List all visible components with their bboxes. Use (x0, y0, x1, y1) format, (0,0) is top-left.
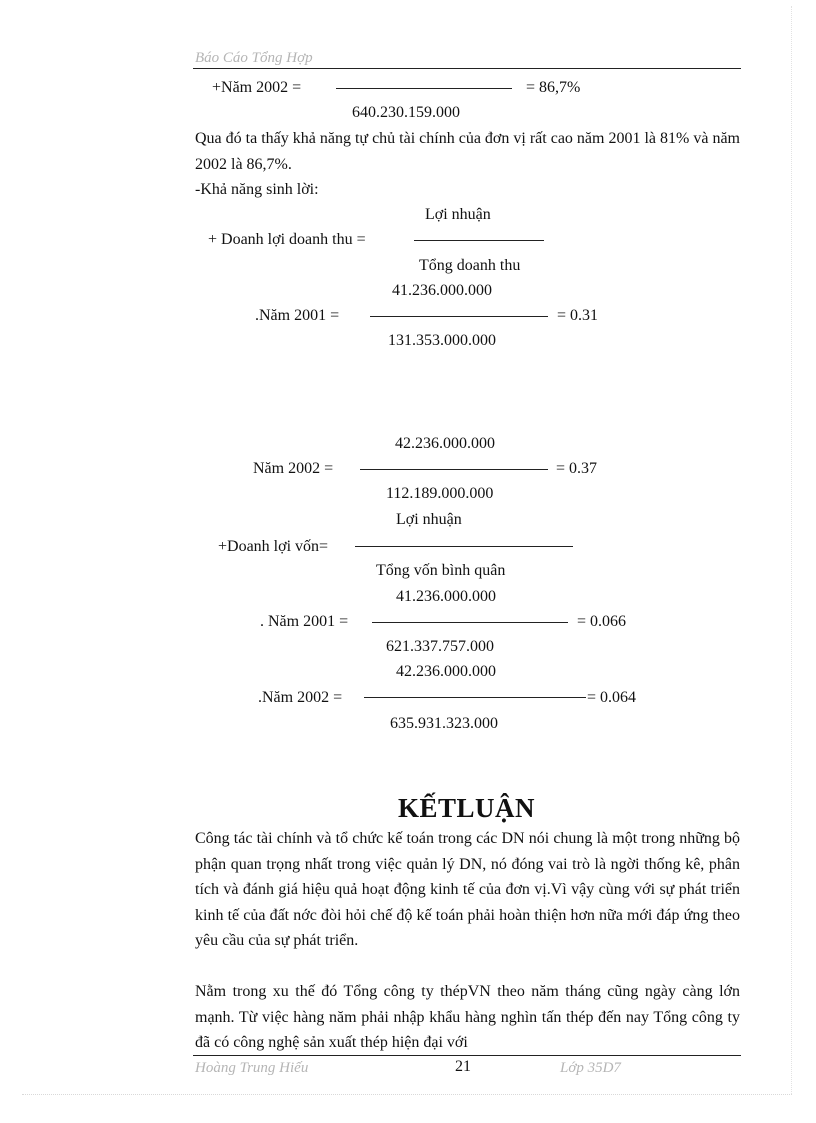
header-title: Báo Cáo Tổng Hợp (195, 50, 313, 66)
footer-author: Hoàng Trung Hiếu (195, 1060, 309, 1076)
ratio-2002-result: = 86,7% (526, 79, 581, 96)
revenue-2002-label: Năm 2002 = (253, 460, 334, 477)
capital-2002-denominator: 635.931.323.000 (390, 715, 498, 732)
fraction-line (336, 88, 512, 89)
capital-2001-label: . Năm 2001 = (260, 613, 349, 630)
footer-class: Lớp 35D7 (560, 1060, 621, 1076)
capital-2001-numerator: 41.236.000.000 (396, 588, 496, 605)
page-number: 21 (455, 1058, 471, 1075)
fraction-line (360, 469, 548, 470)
capital-2002-result: = 0.064 (587, 689, 637, 706)
fraction-line (372, 622, 568, 623)
fraction-line (355, 546, 573, 547)
capital-margin-label: +Doanh lợi vốn= (218, 538, 329, 555)
page-border-right (791, 6, 792, 1094)
revenue-margin-denominator: Tổng doanh thu (419, 257, 521, 274)
section-profitability: -Khả năng sinh lời: (195, 181, 319, 198)
revenue-2001-numerator: 41.236.000.000 (392, 282, 492, 299)
footer-rule (193, 1055, 741, 1056)
conclusion-paragraph-2: Nằm trong xu thế đó Tổng công ty thépVN theo năm tháng cũng ngày càng lớn mạnh. Từ việc hàng năm phải nhập khẩu hàng nghìn tấn thép đến nay Tổng công ty đã có công nghệ sản xuất thép hiện đại với (195, 983, 740, 1051)
fraction-line (414, 240, 544, 241)
header-rule (193, 68, 741, 69)
revenue-2001-denominator: 131.353.000.000 (388, 332, 496, 349)
fraction-line (370, 316, 548, 317)
ratio-2002-denominator: 640.230.159.000 (352, 104, 460, 121)
revenue-2001-label: .Năm 2001 = (255, 307, 340, 324)
ratio-2002-label: +Năm 2002 = (212, 79, 302, 96)
capital-margin-denominator: Tổng vốn bình quân (376, 562, 506, 579)
revenue-2001-result: = 0.31 (557, 307, 599, 324)
revenue-2002-denominator: 112.189.000.000 (386, 485, 494, 502)
revenue-margin-numerator: Lợi nhuận (425, 206, 491, 223)
revenue-margin-label: + Doanh lợi doanh thu = (208, 231, 366, 248)
capital-2002-label: .Năm 2002 = (258, 689, 343, 706)
capital-2001-denominator: 621.337.757.000 (386, 638, 494, 655)
conclusion-title: KẾTLUẬN (398, 793, 536, 823)
revenue-2002-result: = 0.37 (556, 460, 598, 477)
paragraph-autonomy: Qua đó ta thấy khả năng tự chủ tài chính của đơn vị rất cao năm 2001 là 81% và năm 2002 là 86,7%. (195, 130, 740, 173)
revenue-2002-numerator: 42.236.000.000 (395, 435, 495, 452)
conclusion-paragraph-1: Công tác tài chính và tổ chức kế toán trong các DN nói chung là một trong những bộ phận quan trọng nhất trong việc quản lý DN, nó đóng vai trò là ngời thống kê, phân tích và đánh giá hiệu quả hoạt động kinh tế của đơn vị.Vì vậy cùng với sự phát triển kinh tế của đất nớc đòi hỏi chế độ kế toán phải hoàn thiện hơn nữa mới đáp ứng theo yêu cầu của sự phát triển. (195, 830, 740, 949)
capital-2001-result: = 0.066 (577, 613, 627, 630)
capital-2002-numerator: 42.236.000.000 (396, 663, 496, 680)
page-border-bottom (22, 1094, 792, 1095)
capital-margin-numerator: Lợi nhuận (396, 511, 462, 528)
fraction-line (364, 697, 586, 698)
